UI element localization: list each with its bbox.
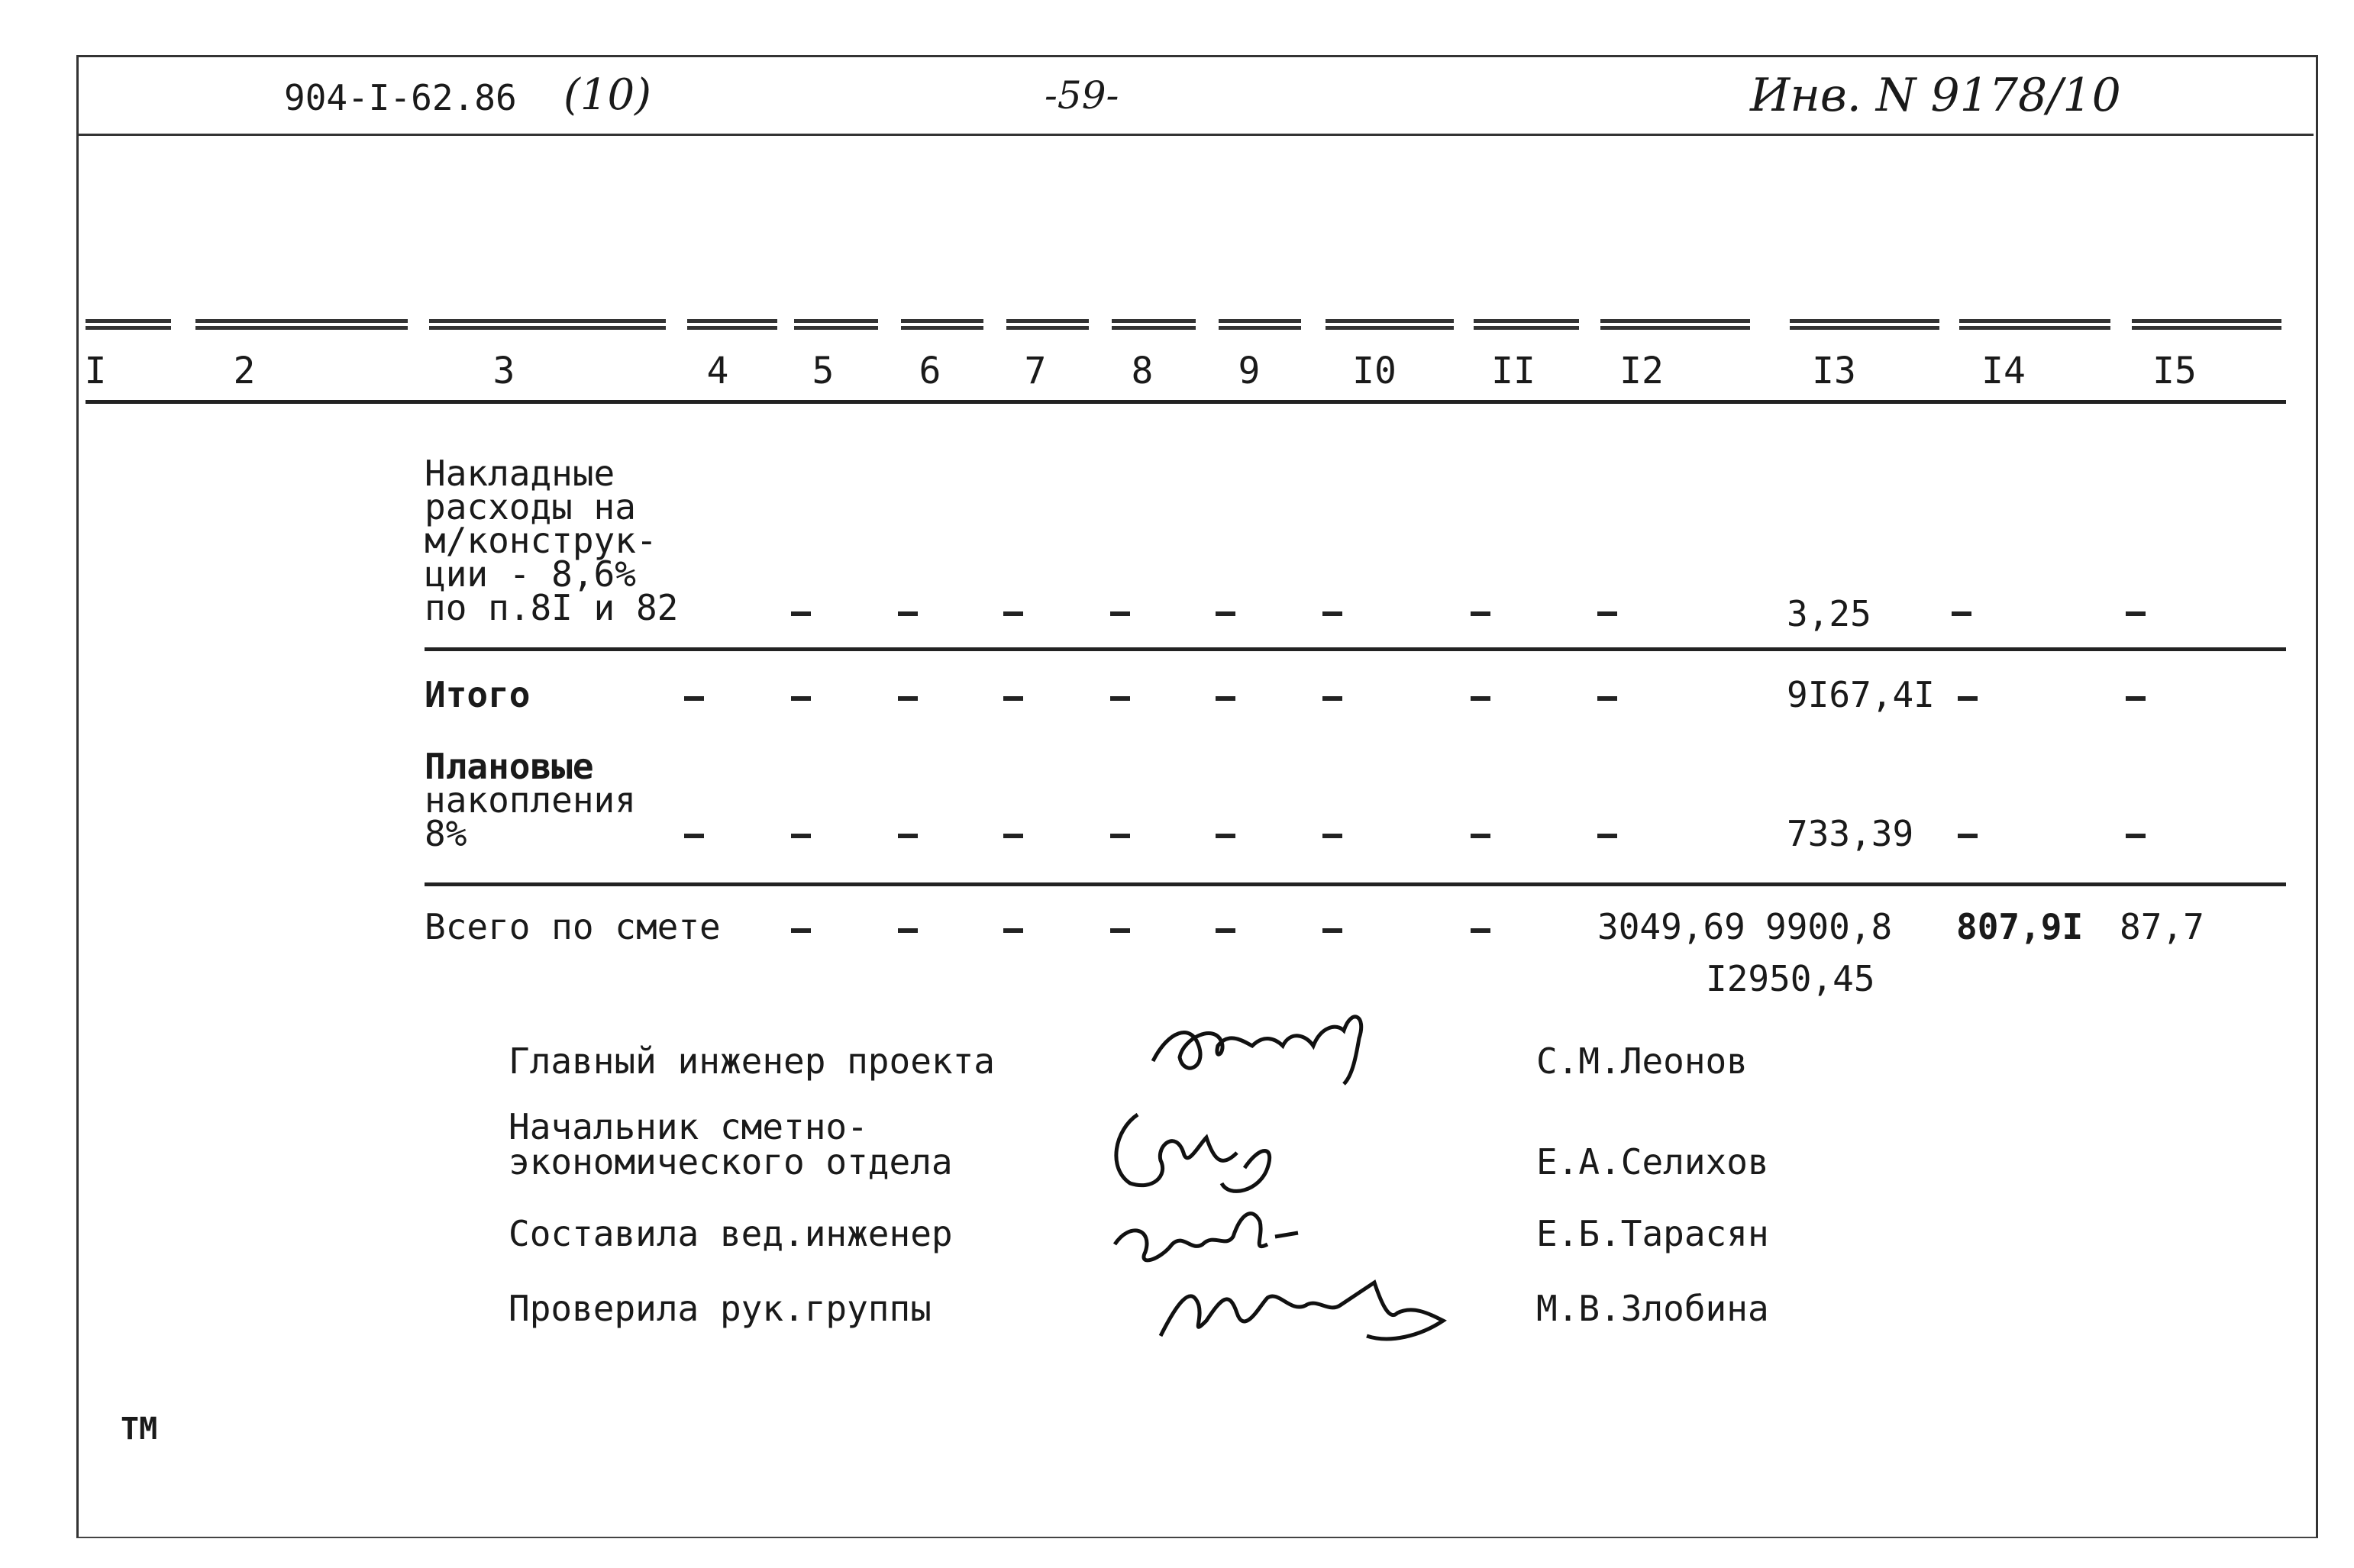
row-label-line: 8%	[425, 813, 467, 854]
inventory-number: Инв. N 9178/10	[1750, 69, 2121, 122]
column-number: II	[1491, 350, 1535, 392]
column-header-rule	[86, 400, 2286, 404]
signer-name: М.В.Злобина	[1536, 1288, 1769, 1329]
dash-cell	[1322, 834, 1342, 838]
grand-total-value: I2950,45	[1706, 958, 1875, 999]
dash-cell	[1110, 696, 1130, 701]
dash-cell	[1216, 611, 1235, 616]
signer-role: Составила вед.инженер	[509, 1213, 953, 1254]
row-label-line: м/конструк-	[425, 520, 657, 561]
dash-cell	[1958, 834, 1978, 838]
total-col15-value: 87,7	[2120, 906, 2204, 947]
dash-cell	[1952, 611, 1971, 616]
dash-cell	[791, 611, 811, 616]
double-rule-segment	[901, 319, 983, 330]
dash-cell	[1110, 928, 1130, 933]
header-rule	[79, 134, 2314, 136]
dash-cell	[1322, 611, 1342, 616]
dash-cell	[791, 928, 811, 933]
dash-cell	[1216, 928, 1235, 933]
dash-cell	[898, 928, 918, 933]
column-number: 2	[233, 350, 256, 392]
dash-cell	[1597, 611, 1617, 616]
dash-cell	[2126, 611, 2146, 616]
column-number: I5	[2152, 350, 2197, 392]
dash-cell	[1471, 611, 1490, 616]
column-number: I4	[1981, 350, 2026, 392]
signer-role: Главный инженер проекта	[509, 1040, 995, 1082]
dash-cell	[1471, 696, 1490, 701]
dash-cell	[1471, 928, 1490, 933]
total-col14-value: 807,9I	[1956, 906, 2084, 947]
column-number: 3	[492, 350, 515, 392]
dash-cell	[1216, 696, 1235, 701]
column-number: I2	[1619, 350, 1664, 392]
dash-cell	[1003, 834, 1023, 838]
dash-cell	[2126, 696, 2146, 701]
dash-cell	[1110, 834, 1130, 838]
double-rule-segment	[195, 319, 408, 330]
row-label-line: ции - 8,6%	[425, 553, 636, 595]
double-rule-segment	[1006, 319, 1089, 330]
double-rule-segment	[1790, 319, 1939, 330]
double-rule-segment	[687, 319, 777, 330]
column-number: I0	[1352, 350, 1397, 392]
dash-cell	[1216, 834, 1235, 838]
row-rule	[425, 882, 2286, 886]
dash-cell	[1110, 611, 1130, 616]
dash-cell	[2126, 834, 2146, 838]
double-rule-segment	[2132, 319, 2281, 330]
dash-cell	[1003, 928, 1023, 933]
row-label-line: расходы на	[425, 486, 636, 528]
dash-cell	[898, 696, 918, 701]
row-label-line: накопления	[425, 779, 636, 821]
column-number: 6	[919, 350, 941, 392]
handwritten-signature-icon	[1145, 1260, 1466, 1359]
dash-cell	[1003, 696, 1023, 701]
signer-role: экономического отдела	[509, 1141, 953, 1182]
signer-role: Проверила рук.группы	[509, 1288, 932, 1329]
handwritten-signature-icon	[1138, 1000, 1413, 1099]
dash-cell	[684, 696, 704, 701]
dash-cell	[1322, 928, 1342, 933]
dash-cell	[898, 834, 918, 838]
signer-role: Начальник сметно-	[509, 1106, 868, 1147]
planned-col13-value: 733,39	[1787, 813, 1914, 854]
row-rule	[425, 647, 2286, 651]
handwritten-signature-icon	[1092, 1099, 1336, 1206]
dash-cell	[898, 611, 918, 616]
double-rule-segment	[86, 319, 171, 330]
dash-cell	[684, 834, 704, 838]
double-rule-segment	[794, 319, 878, 330]
column-number: 8	[1131, 350, 1154, 392]
row-label-line: по п.8I и 82	[425, 587, 679, 628]
dash-cell	[1471, 834, 1490, 838]
double-rule-segment	[1112, 319, 1196, 330]
overhead-col13-value: 3,25	[1787, 593, 1871, 634]
row-label: Всего по смете	[425, 906, 721, 947]
project-code: 904-I-62.86	[284, 77, 517, 118]
column-number: I3	[1812, 350, 1856, 392]
dash-cell	[791, 696, 811, 701]
dash-cell	[1597, 834, 1617, 838]
row-label: Итого	[425, 674, 531, 715]
column-number: 5	[812, 350, 835, 392]
column-number: I	[84, 350, 107, 392]
dash-cell	[791, 834, 811, 838]
dash-cell	[1322, 696, 1342, 701]
row-label-line: Плановые	[425, 746, 594, 787]
dash-cell	[1597, 696, 1617, 701]
double-rule-segment	[1326, 319, 1454, 330]
signer-name: Е.А.Селихов	[1536, 1141, 1769, 1182]
row-label-line: Накладные	[425, 453, 615, 494]
page-number: -59-	[1045, 73, 1119, 118]
footer-mark: ТМ	[121, 1412, 158, 1447]
total-col13-value: 9900,8	[1765, 906, 1893, 947]
column-number: 7	[1024, 350, 1047, 392]
double-rule-segment	[1959, 319, 2110, 330]
double-rule-segment	[1474, 319, 1579, 330]
double-rule-segment	[429, 319, 666, 330]
signer-name: С.М.Леонов	[1536, 1040, 1748, 1082]
signer-name: Е.Б.Тарасян	[1536, 1213, 1769, 1254]
double-rule-segment	[1600, 319, 1750, 330]
column-number: 9	[1238, 350, 1261, 392]
column-number: 4	[706, 350, 729, 392]
double-rule-segment	[1219, 319, 1301, 330]
total-col12-value: 3049,69	[1597, 906, 1745, 947]
album-number: (10)	[563, 70, 651, 120]
itogo-col13-value: 9I67,4I	[1787, 674, 1935, 715]
dash-cell	[1958, 696, 1978, 701]
dash-cell	[1003, 611, 1023, 616]
